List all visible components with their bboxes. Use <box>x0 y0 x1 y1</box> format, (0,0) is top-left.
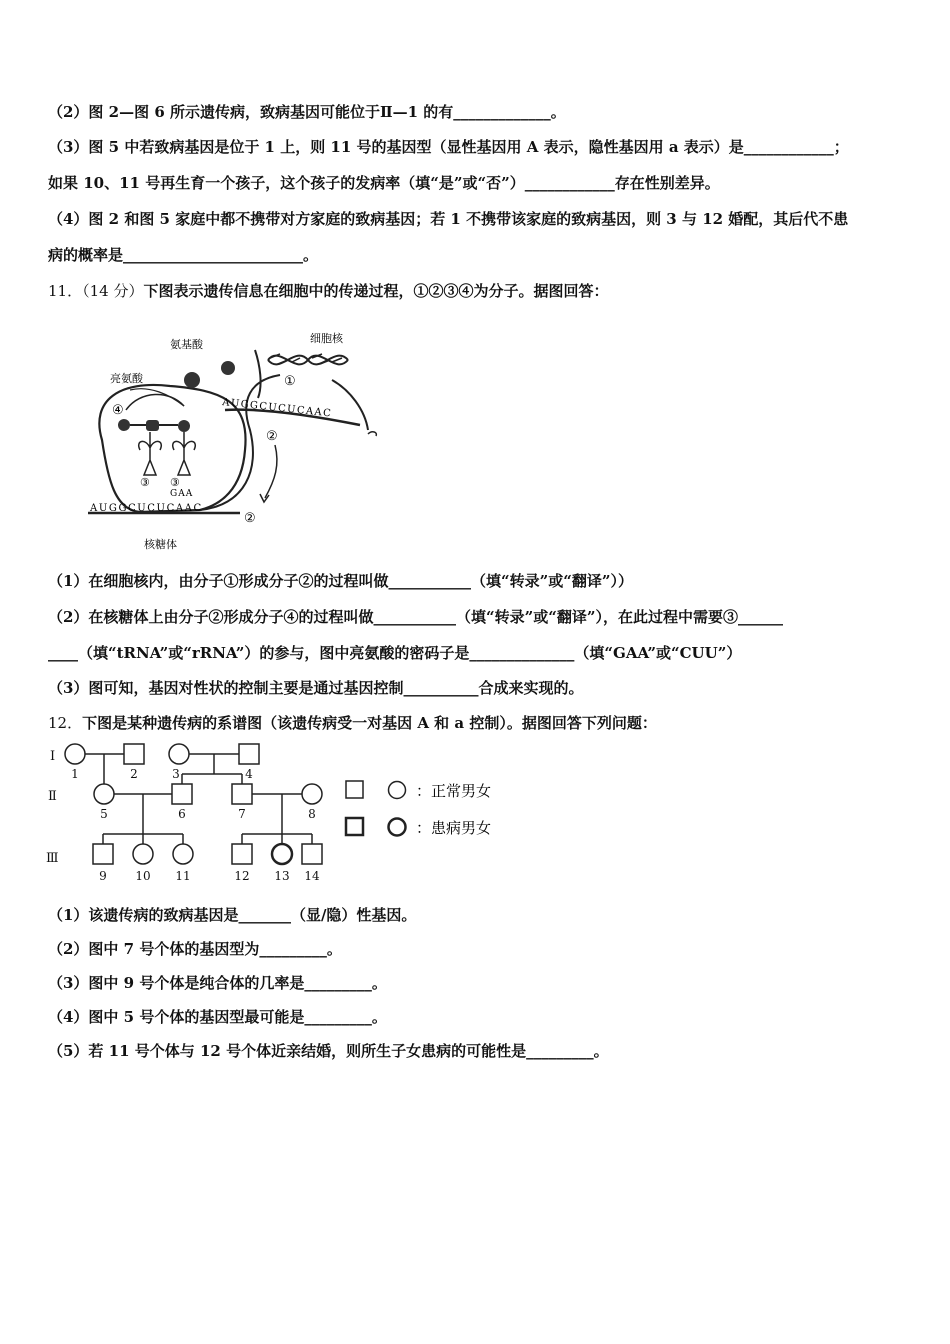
individual-10 <box>133 844 153 864</box>
q10-part4-line2: 病的概率是________________________。 <box>48 246 319 264</box>
individual-2 <box>124 744 144 764</box>
pedigree-chart <box>40 738 520 888</box>
legend-affected-label: ：患病男女 <box>416 819 492 837</box>
q10-part3-line2: 如果 10、11 号再生育一个孩子，这个孩子的发病率（填“是”或“否”）____________存在性别差异。 <box>48 174 720 192</box>
q12-part5: （5）若 11 号个体与 12 号个体近亲结婚，则所生子女患病的可能性是_________。 <box>48 1042 609 1060</box>
peptide-amino-1 <box>118 419 130 431</box>
label-nucleus: 细胞核 <box>310 332 343 345</box>
legend-affected-female-symbol <box>389 819 406 836</box>
id-label-4: 4 <box>245 767 253 781</box>
individual-4 <box>239 744 259 764</box>
q12-part3: （3）图中 9 号个体是纯合体的几率是_________。 <box>48 974 387 992</box>
individual-3 <box>169 744 189 764</box>
individual-5 <box>94 784 114 804</box>
mrna-top-sequence: AUGGCUCUCAAC <box>221 397 333 420</box>
q11-part3: （3）图可知，基因对性状的控制主要是通过基因控制__________合成来实现的。 <box>48 679 584 697</box>
q11-stem <box>48 281 608 301</box>
transport-arrow <box>265 445 277 498</box>
free-amino-acid-2 <box>221 361 235 375</box>
label-molecule-2-bottom: ② <box>244 511 256 526</box>
peptide-amino-3 <box>178 420 190 432</box>
small-curl <box>368 432 376 436</box>
label-molecule-3-left: ③ <box>140 476 150 489</box>
label-molecule-2-top: ② <box>266 429 278 444</box>
label-ribosome: 核糖体 <box>144 538 177 551</box>
q11-part2-line2: ____（填“tRNA”或“rRNA”）的参与，图中亮氨酸的密码子是______________（填“GAA”或“CUU”） <box>48 644 742 662</box>
leucine-pointer <box>130 389 184 406</box>
peptide-amino-2 <box>146 420 159 431</box>
individual-14 <box>302 844 322 864</box>
id-label-6: 6 <box>178 807 186 821</box>
free-amino-acid-1 <box>184 372 200 388</box>
q11-number: 11． <box>48 282 83 300</box>
q12-stem <box>48 713 657 733</box>
id-label-7: 7 <box>238 807 246 821</box>
label-molecule-1: ① <box>284 374 296 389</box>
label-amino-acid: 氨基酸 <box>170 338 203 351</box>
id-label-3: 3 <box>172 767 180 781</box>
generation-label-2: Ⅱ <box>48 789 57 804</box>
q12-number: 12． <box>48 714 83 732</box>
legend-normal-female-symbol <box>389 782 406 799</box>
individual-11 <box>173 844 193 864</box>
label-molecule-3-right: ③ <box>170 476 180 489</box>
legend-affected-male-symbol <box>346 818 363 835</box>
trna-right <box>173 432 196 475</box>
nuclear-envelope-left <box>255 350 261 398</box>
legend-normal-male-symbol <box>346 781 363 798</box>
q11-score: （14 分） <box>82 282 144 300</box>
id-label-2: 2 <box>130 767 138 781</box>
individual-8 <box>302 784 322 804</box>
id-label-8: 8 <box>308 807 316 821</box>
individual-9 <box>93 844 113 864</box>
gene-expression-figure <box>80 320 400 555</box>
id-label-9: 9 <box>99 869 107 883</box>
q10-part2: （2）图 2—图 6 所示遗传病，致病基因可能位于Ⅱ—1 的有_____________。 <box>48 103 566 121</box>
q11-part1: （1）在细胞核内，由分子①形成分子②的过程叫做___________（填“转录”或“翻译”）） <box>48 572 633 590</box>
id-label-10: 10 <box>135 869 151 883</box>
q11-part2-line1: （2）在核糖体上由分子②形成分子④的过程叫做___________（填“转录”或“翻译”），在此过程中需要③______ <box>48 608 783 626</box>
id-label-5: 5 <box>100 807 108 821</box>
transport-arrowhead <box>260 494 269 502</box>
anticodon-text: GAA <box>170 489 194 499</box>
generation-label-3: Ⅲ <box>46 851 59 866</box>
q12-stem-text: 下图是某种遗传病的系谱图（该遗传病受一对基因 A 和 a 控制）。据图回答下列问题： <box>82 714 657 732</box>
id-label-11: 11 <box>175 869 191 883</box>
id-label-13: 13 <box>274 869 290 883</box>
individual-6 <box>172 784 192 804</box>
q12-part2: （2）图中 7 号个体的基因型为_________。 <box>48 940 342 958</box>
q12-part4: （4）图中 5 号个体的基因型最可能是_________。 <box>48 1008 387 1026</box>
trna-left <box>139 432 162 475</box>
label-leucine: 亮氨酸 <box>110 372 143 385</box>
q10-part3-line1: （3）图 5 中若致病基因是位于 1 上，则 11 号的基因型（显性基因用 A 表示，隐性基因用 a 表示）是____________； <box>48 138 849 156</box>
individual-7 <box>232 784 252 804</box>
id-label-14: 14 <box>304 869 320 883</box>
individual-13 <box>272 844 292 864</box>
individual-1 <box>65 744 85 764</box>
legend-normal-label: ：正常男女 <box>416 782 492 800</box>
generation-label-1: Ⅰ <box>50 749 56 764</box>
q10-part4-line1: （4）图 2 和图 5 家庭中都不携带对方家庭的致病基因；若 1 不携带该家庭的致病基因，则 3 与 12 婚配，其后代不患 <box>48 210 849 228</box>
mrna-bottom-sequence: AUGGCUCUCAAC <box>90 503 203 514</box>
label-molecule-4: ④ <box>112 403 124 418</box>
id-label-12: 12 <box>234 869 250 883</box>
individual-12 <box>232 844 252 864</box>
id-label-1: 1 <box>71 767 79 781</box>
peptide-link-line <box>126 394 184 410</box>
q11-stem-text: 下图表示遗传信息在细胞中的传递过程，①②③④为分子。据图回答： <box>143 282 609 300</box>
q12-part1: （1）该遗传病的致病基因是_______（显/隐）性基因。 <box>48 906 417 924</box>
